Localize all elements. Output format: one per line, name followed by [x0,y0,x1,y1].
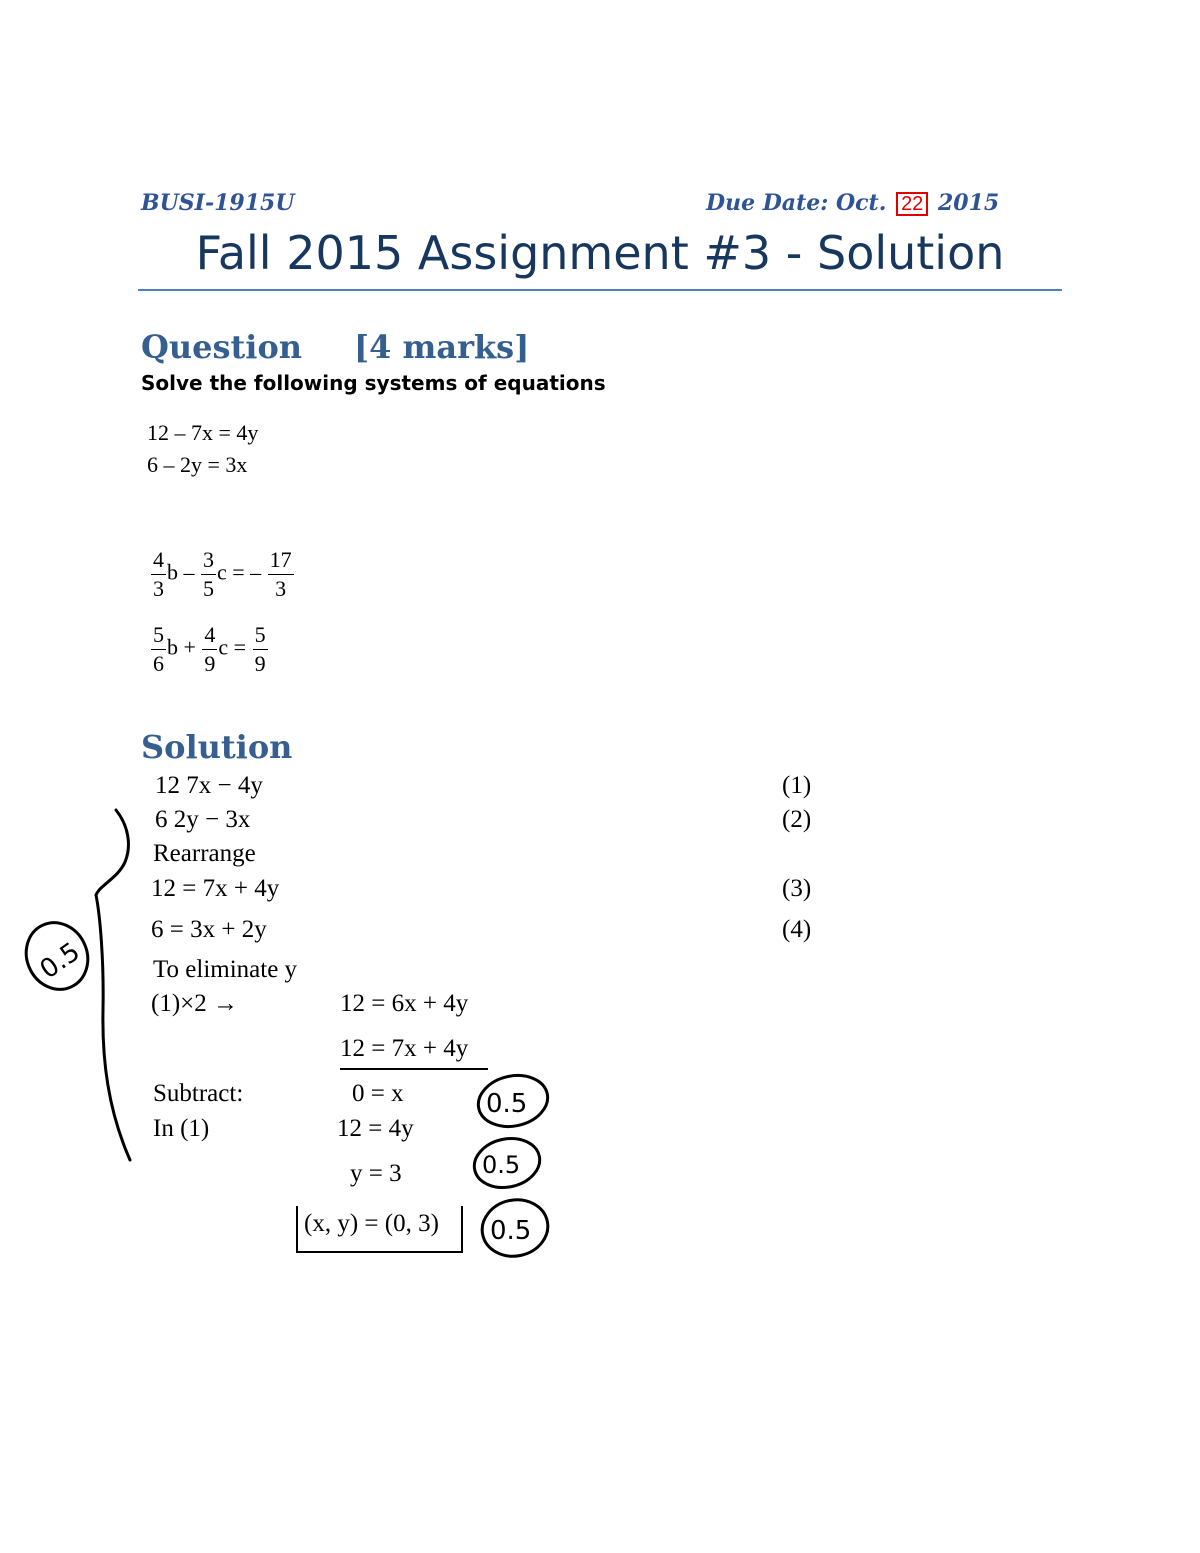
step-equation: 12 = 6x + 4y [340,990,469,1017]
fraction: $\frac{3}{5}$ [203,547,214,601]
due-date-prefix: Due Date: Oct. [706,190,887,216]
svg-text:0.5: 0.5 [490,1216,532,1246]
final-answer: (x, y) = (0, 3) [304,1210,439,1237]
step-label: (1)×2 → [151,990,238,1017]
solution-line-3: 12 = 7x + 4y [151,875,280,902]
page-title: Fall 2015 Assignment #3 - Solution [195,226,1005,280]
y-equation: y = 3 [350,1160,402,1187]
due-date-year: 2015 [937,190,1000,216]
question-instruction: Solve the following systems of equations [141,371,606,395]
score-mark-1 [15,913,98,1000]
fraction: $\frac{5}{9}$ [254,622,266,676]
brace-mark [96,810,130,1160]
fraction: $\frac{17}{3}$ [269,547,292,601]
question-heading: Question [141,328,303,366]
due-date-day: 22 [896,192,928,216]
equation-number-2: (2) [782,806,812,833]
solution-line-4: 6 = 3x + 2y [151,916,267,943]
score-mark-2 [474,1069,553,1132]
in1-label: In (1) [153,1115,210,1142]
system2-equation-1: $\frac{4}{3}$ b – $\frac{3}{5}$ c = – $\frac{17}{3}$ [153,547,292,601]
in1-equation: 12 = 4y [337,1115,414,1142]
fraction: $\frac{5}{6}$ [153,622,164,676]
eliminate-label: To eliminate y [153,956,298,983]
system1-equation-2: 6 – 2y = 3x [147,452,248,477]
step-equation-2: 12 = 7x + 4y [340,1035,469,1062]
fraction: $\frac{4}{9}$ [204,622,216,676]
question-marks: [4 marks] [354,328,530,366]
solution-heading: Solution [141,728,293,766]
equation-number-3: (3) [782,875,812,902]
solution-line-1: 12 7x − 4y [155,772,263,799]
svg-text:0.5: 0.5 [486,1089,528,1119]
equation-number-1: (1) [782,772,812,799]
score-mark-3 [470,1133,545,1194]
fraction: $\frac{4}{3}$ [153,547,164,601]
subtract-equation: 0 = x [352,1080,404,1107]
score-mark-4 [477,1194,553,1262]
system1-equation-1: 12 – 7x = 4y [147,420,259,445]
course-code: BUSI-1915U [141,190,295,216]
svg-text:0.5: 0.5 [482,1151,521,1179]
system2-equation-2: $\frac{5}{6}$ b + $\frac{4}{9}$ c = $\frac{5}{9}$ [153,622,266,676]
svg-text:0.5: 0.5 [34,936,86,986]
equation-number-4: (4) [782,916,812,943]
subtract-label: Subtract: [153,1080,244,1107]
rearrange-label: Rearrange [153,840,256,867]
solution-line-2: 6 2y − 3x [155,806,251,833]
